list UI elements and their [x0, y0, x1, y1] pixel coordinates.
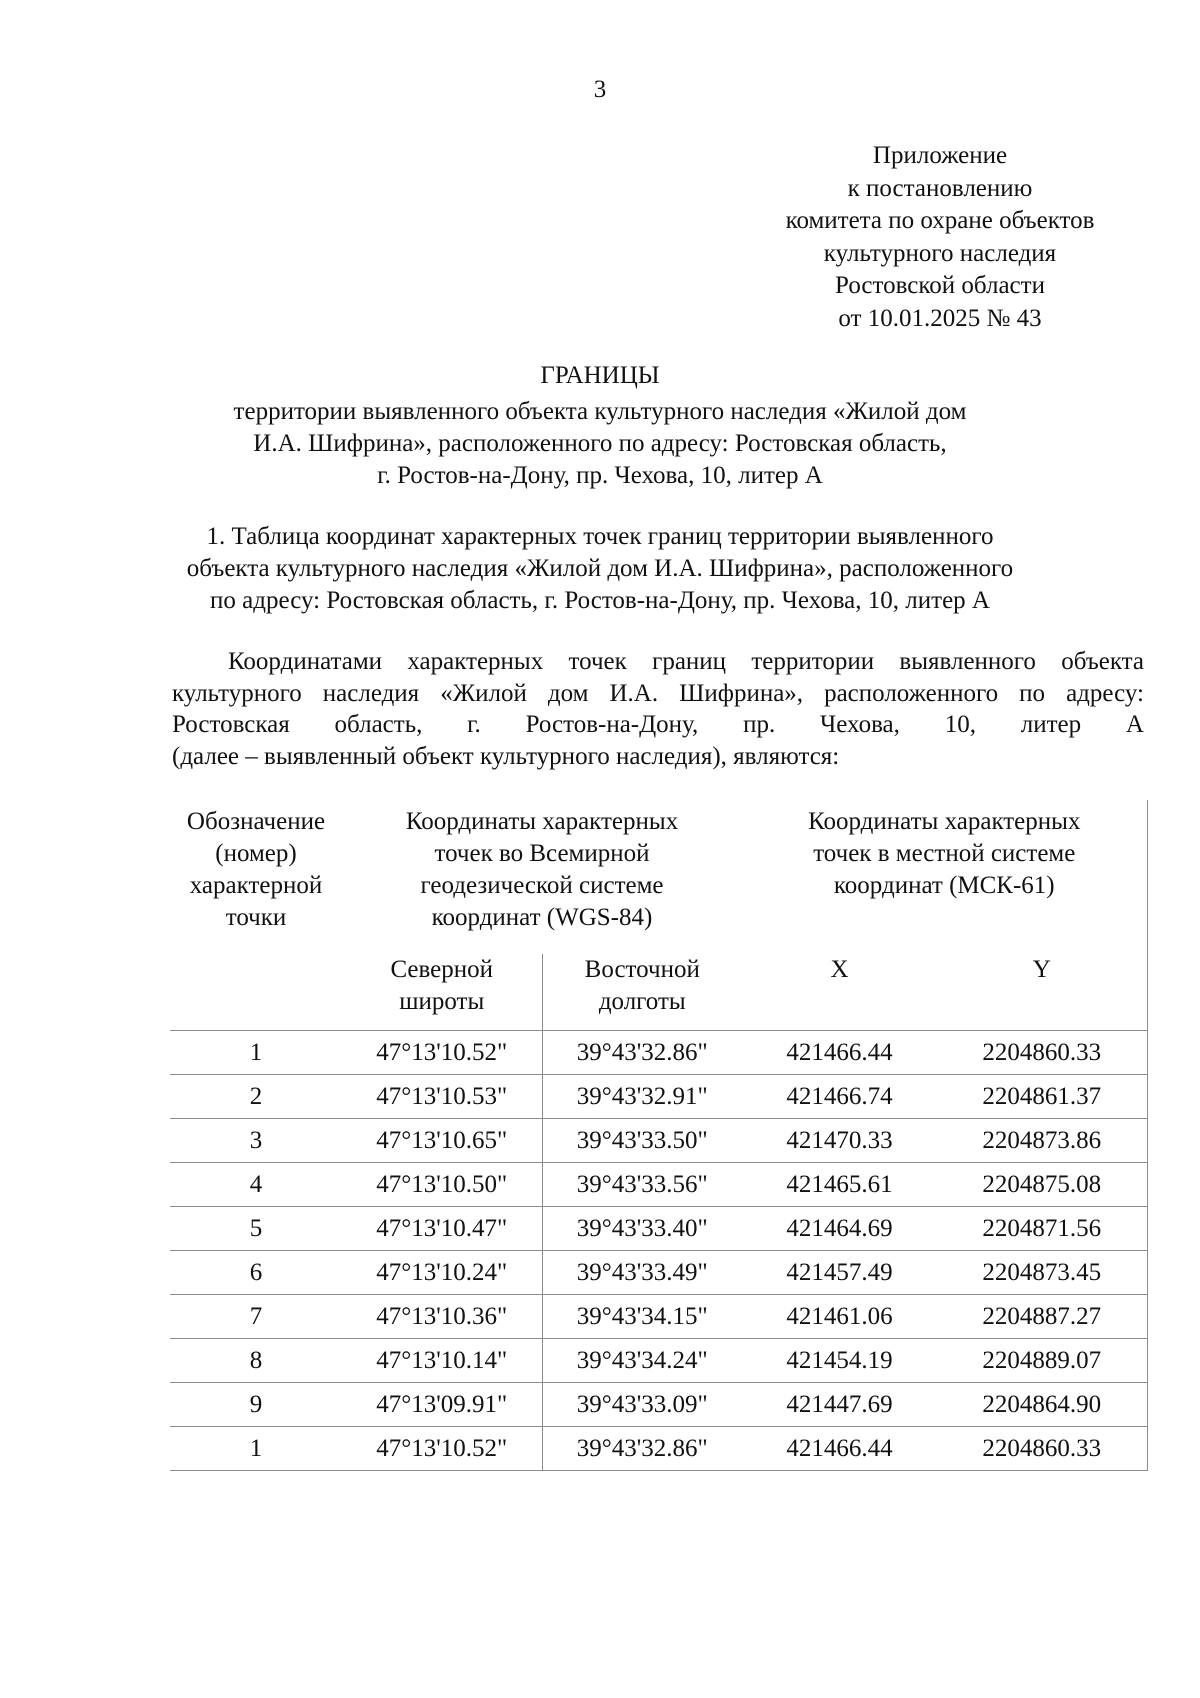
intro-word: расположенного — [824, 679, 999, 707]
section-heading — [150, 521, 1050, 617]
subtitle-line: г. Ростов-на-Дону, пр. Чехова, 10, литер А — [377, 462, 823, 489]
intro-line-3 — [172, 709, 1144, 741]
cell-y: 2204873.45 — [937, 1251, 1147, 1295]
cell-y: 2204860.33 — [937, 1427, 1147, 1471]
intro-paragraph — [172, 646, 1144, 772]
intro-line-1 — [172, 646, 1144, 678]
appendix-line: культурного наследия — [823, 239, 1057, 267]
header-line: Обозначение — [186, 808, 326, 835]
header-point-designation — [170, 800, 342, 1031]
appendix-line: комитета по охране объектов — [785, 207, 1095, 234]
intro-word: объекта — [1061, 648, 1144, 675]
subheader-line: широты — [399, 988, 485, 1015]
cell-x: 421464.69 — [742, 1207, 937, 1251]
table-row — [170, 1251, 1147, 1295]
appendix-line: Приложение — [872, 142, 1008, 169]
cell-point-number: 1 — [170, 1427, 342, 1471]
table-body — [170, 1031, 1147, 1471]
cell-point-number: 8 — [170, 1339, 342, 1383]
cell-longitude: 39°43'33.49" — [542, 1251, 742, 1295]
appendix-block — [740, 140, 1140, 335]
intro-word: адресу: — [1066, 679, 1144, 707]
header-line: координат (МСК-61) — [833, 872, 1055, 899]
cell-longitude: 39°43'33.09" — [542, 1383, 742, 1427]
subtitle-line: И.А. Шифрина», расположенного по адресу: Ростовская область, — [253, 430, 947, 457]
cell-point-number: 3 — [170, 1119, 342, 1163]
appendix-line: Ростовской области — [835, 272, 1045, 299]
section-heading-line: объекта культурного наследия «Жилой дом И.А. Шифрина», расположенного — [186, 555, 1014, 582]
intro-word: 10, — [944, 711, 976, 738]
cell-longitude: 39°43'34.15" — [542, 1295, 742, 1339]
cell-longitude: 39°43'33.56" — [542, 1163, 742, 1207]
table-header-row — [170, 800, 1147, 954]
intro-word: г. — [467, 711, 481, 738]
intro-word: территории — [751, 648, 875, 675]
cell-x: 421470.33 — [742, 1119, 937, 1163]
intro-word: по — [1019, 679, 1046, 707]
page-number: 3 — [593, 76, 607, 103]
coordinates-table — [170, 800, 1148, 1471]
subheader-line: Восточной — [584, 956, 700, 983]
header-line: геодезической системе — [420, 872, 664, 899]
intro-word: А — [1125, 711, 1144, 738]
cell-latitude: 47°13'10.65" — [342, 1119, 542, 1163]
table-row — [170, 1075, 1147, 1119]
table-row — [170, 1031, 1147, 1075]
cell-latitude: 47°13'10.47" — [342, 1207, 542, 1251]
cell-latitude: 47°13'10.50" — [342, 1163, 542, 1207]
cell-y: 2204887.27 — [937, 1295, 1147, 1339]
intro-word: Координатами — [228, 648, 383, 675]
intro-word: литер — [1020, 711, 1082, 738]
section-heading-line: 1. Таблица координат характерных точек границ территории выявленного — [206, 523, 994, 550]
cell-x: 421461.06 — [742, 1295, 937, 1339]
intro-word: культурного — [172, 679, 302, 707]
cell-x: 421454.19 — [742, 1339, 937, 1383]
intro-word: пр. — [743, 711, 776, 738]
cell-latitude: 47°13'10.36" — [342, 1295, 542, 1339]
header-line: Координаты характерных — [808, 808, 1081, 835]
intro-word: дом — [547, 679, 589, 707]
intro-word: точек — [568, 648, 627, 675]
table-row — [170, 1163, 1147, 1207]
header-line: (номер) — [215, 840, 297, 867]
intro-word: наследия — [322, 679, 420, 707]
cell-point-number: 6 — [170, 1251, 342, 1295]
header-line: Координаты характерных — [405, 808, 679, 835]
section-heading-line: по адресу: Ростовская область, г. Ростов-на-Дону, пр. Чехова, 10, литер А — [210, 587, 990, 614]
cell-latitude: 47°13'10.14" — [342, 1339, 542, 1383]
intro-word: характерных — [407, 648, 544, 675]
table-row — [170, 1207, 1147, 1251]
cell-x: 421457.49 — [742, 1251, 937, 1295]
table-row — [170, 1295, 1147, 1339]
header-line: характерной — [189, 872, 323, 899]
subheader-x: X — [830, 956, 849, 983]
cell-x: 421466.74 — [742, 1075, 937, 1119]
subheader-y: Y — [937, 954, 1147, 1031]
header-wgs84 — [342, 800, 742, 954]
subheader-north-latitude — [342, 954, 542, 1031]
intro-line-2 — [172, 678, 1144, 710]
subtitle-line: территории выявленного объекта культурного наследия «Жилой дом — [233, 398, 967, 425]
table-row — [170, 1339, 1147, 1383]
cell-y: 2204871.56 — [937, 1207, 1147, 1251]
intro-word: «Жилой — [440, 679, 527, 707]
cell-latitude: 47°13'10.24" — [342, 1251, 542, 1295]
header-line: точек в местной системе — [813, 840, 1076, 867]
header-msk61 — [742, 800, 1147, 954]
cell-y: 2204864.90 — [937, 1383, 1147, 1427]
header-line: координат (WGS-84) — [431, 904, 653, 931]
cell-longitude: 39°43'34.24" — [542, 1339, 742, 1383]
document-title: ГРАНИЦЫ — [540, 362, 660, 389]
document-subtitle — [150, 396, 1050, 492]
intro-word: Ростовская — [172, 711, 290, 738]
cell-latitude: 47°13'10.52" — [342, 1031, 542, 1075]
intro-word: И.А. — [609, 679, 659, 707]
table-row — [170, 1427, 1147, 1471]
intro-line-4: (далее – выявленный объект культурного наследия), являются: — [172, 742, 840, 770]
cell-x: 421466.44 — [742, 1031, 937, 1075]
cell-y: 2204889.07 — [937, 1339, 1147, 1383]
cell-longitude: 39°43'32.86" — [542, 1427, 742, 1471]
intro-word: Чехова, — [820, 711, 900, 738]
header-line: точки — [225, 904, 287, 931]
cell-point-number: 4 — [170, 1163, 342, 1207]
intro-word: Ростов-на-Дону, — [525, 711, 699, 738]
cell-longitude: 39°43'32.86" — [542, 1031, 742, 1075]
subheader-line: Северной — [390, 956, 494, 983]
cell-y: 2204860.33 — [937, 1031, 1147, 1075]
table-row — [170, 1119, 1147, 1163]
cell-point-number: 9 — [170, 1383, 342, 1427]
cell-y: 2204873.86 — [937, 1119, 1147, 1163]
intro-word: выявленного — [899, 648, 1036, 675]
cell-x: 421466.44 — [742, 1427, 937, 1471]
intro-word: Шифрина», — [679, 679, 804, 707]
cell-x: 421465.61 — [742, 1163, 937, 1207]
cell-y: 2204875.08 — [937, 1163, 1147, 1207]
cell-point-number: 2 — [170, 1075, 342, 1119]
cell-longitude: 39°43'32.91" — [542, 1075, 742, 1119]
cell-point-number: 5 — [170, 1207, 342, 1251]
subheader-line: долготы — [598, 988, 686, 1015]
cell-point-number: 7 — [170, 1295, 342, 1339]
cell-latitude: 47°13'10.53" — [342, 1075, 542, 1119]
appendix-line: от 10.01.2025 № 43 — [838, 304, 1042, 332]
subheader-east-longitude — [542, 954, 742, 1031]
cell-point-number: 1 — [170, 1031, 342, 1075]
appendix-line: к постановлению — [847, 174, 1033, 202]
cell-latitude: 47°13'09.91" — [342, 1383, 542, 1427]
cell-y: 2204861.37 — [937, 1075, 1147, 1119]
table-row — [170, 1383, 1147, 1427]
cell-longitude: 39°43'33.40" — [542, 1207, 742, 1251]
intro-word: область, — [334, 711, 423, 738]
cell-latitude: 47°13'10.52" — [342, 1427, 542, 1471]
intro-word: границ — [652, 648, 727, 675]
cell-longitude: 39°43'33.50" — [542, 1119, 742, 1163]
cell-x: 421447.69 — [742, 1383, 937, 1427]
header-line: точек во Всемирной — [434, 840, 650, 867]
